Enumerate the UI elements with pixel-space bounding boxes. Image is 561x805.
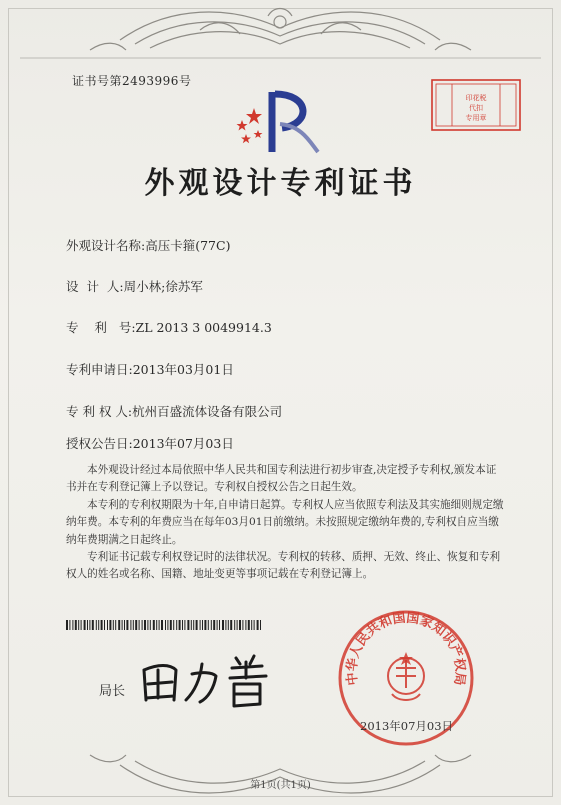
field-value: 杭州百盛流体设备有限公司 — [132, 404, 283, 419]
svg-text:代扣: 代扣 — [469, 104, 483, 112]
field-value: 2013年03月01日 — [132, 362, 234, 377]
barcode-bar — [222, 620, 224, 630]
barcode-bar — [248, 620, 250, 630]
barcode-bar — [142, 620, 143, 630]
barcode-bar — [147, 620, 148, 630]
barcode-bar — [217, 620, 218, 630]
barcode-bar — [182, 620, 183, 630]
barcode-bar — [251, 620, 252, 630]
barcode-bar — [104, 620, 105, 630]
page-indicator: 第1页(共1页) — [250, 780, 311, 791]
tax-stamp-icon — [430, 78, 522, 132]
field-label: 专利申请日: — [66, 362, 133, 377]
barcode-bar — [257, 620, 259, 630]
barcode-bar — [144, 620, 146, 630]
barcode-bar — [87, 620, 88, 630]
seal-date: 2013年07月03日 — [360, 719, 454, 733]
barcode-bar — [179, 620, 181, 630]
body-paragraph: 本专利的专利权期限为十年,自申请日起算。专利权人应当依照专利法及其实施细则规定缴纳年费。本专利的年费应当在每年03月01日前缴纳。未按照规定缴纳年费的,专利权自应当缴纳年费期满之日起终止。 — [66, 498, 504, 546]
certificate-title: 外观设计专利证书 — [144, 166, 417, 201]
svg-text:印花税: 印花税 — [465, 94, 487, 102]
barcode-bar — [101, 620, 103, 630]
barcode-bar — [213, 620, 215, 630]
barcode-bar — [204, 620, 206, 630]
field-value: 周小林;徐苏军 — [123, 279, 203, 294]
patent-office-emblem-icon — [232, 86, 328, 156]
barcode-bar — [69, 620, 70, 630]
field-label: 设 计 人: — [66, 279, 124, 294]
barcode-bar — [234, 620, 235, 630]
barcode-bar — [184, 620, 185, 630]
barcode-bar — [113, 620, 114, 630]
barcode-bar — [208, 620, 209, 630]
barcode-bar — [139, 620, 140, 630]
barcode-bar — [202, 620, 203, 630]
barcode-bar — [66, 620, 68, 630]
barcode-bar — [133, 620, 134, 630]
svg-text:中华人民共和国国家知识产权局: 中华人民共和国国家知识产权局 — [344, 610, 468, 687]
field-label: 授权公告日: — [66, 436, 133, 451]
field-filing-date — [66, 360, 234, 378]
barcode-bar — [176, 620, 177, 630]
field-label: 专 利 号: — [66, 320, 136, 335]
barcode-bar — [161, 620, 163, 630]
field-designers — [66, 277, 203, 295]
signatory-title: 局长 — [99, 684, 126, 699]
barcode-bar — [75, 620, 77, 630]
barcode-bar — [126, 620, 128, 630]
field-value: 2013年07月03日 — [132, 436, 234, 451]
barcode-bar — [84, 620, 86, 630]
body-paragraph: 本外观设计经过本局依照中华人民共和国专利法进行初步审查,决定授予专利权,颁发本证书并在专利登记簿上予以登记。专利权自授权公告之日起生效。 — [66, 464, 497, 494]
barcode-bar — [156, 620, 157, 630]
field-patent-number — [66, 318, 272, 336]
barcode-bar — [96, 620, 97, 630]
barcode-bar — [211, 620, 212, 630]
barcode-bar — [124, 620, 125, 630]
barcode-bar — [130, 620, 131, 630]
bottom-ornament-icon — [0, 735, 561, 805]
barcode-bar — [92, 620, 94, 630]
barcode-bar — [72, 620, 73, 630]
barcode-bar — [98, 620, 99, 630]
barcode-bar — [81, 620, 82, 630]
barcode-bar — [200, 620, 201, 630]
barcode-bar — [122, 620, 123, 630]
barcode-icon — [66, 620, 262, 630]
barcode-bar — [239, 620, 241, 630]
barcode-bar — [89, 620, 90, 630]
barcode-bar — [237, 620, 238, 630]
barcode-bar — [225, 620, 226, 630]
field-grant-date — [66, 434, 234, 452]
barcode-bar — [219, 620, 220, 630]
certificate-body — [66, 462, 506, 584]
barcode-bar — [228, 620, 229, 630]
barcode-bar — [254, 620, 255, 630]
barcode-bar — [167, 620, 168, 630]
svg-text:专用章: 专用章 — [465, 114, 487, 122]
barcode-bar — [260, 620, 261, 630]
barcode-bar — [196, 620, 198, 630]
certificate-number: 证书号第2493996号 — [72, 74, 192, 88]
body-paragraph: 专利证书记载专利权登记时的法律状况。专利权的转移、质押、无效、终止、恢复和专利权人的姓名或名称、国籍、地址变更等事项记载在专利登记簿上。 — [66, 551, 501, 581]
barcode-bar — [150, 620, 151, 630]
barcode-bar — [245, 620, 246, 630]
top-ornament-icon — [0, 0, 561, 70]
barcode-bar — [115, 620, 116, 630]
barcode-bar — [118, 620, 120, 630]
field-label: 外观设计名称: — [66, 238, 146, 253]
field-label: 专 利 权 人: — [66, 404, 133, 419]
barcode-bar — [153, 620, 155, 630]
barcode-bar — [107, 620, 108, 630]
barcode-bar — [165, 620, 166, 630]
barcode-bar — [193, 620, 194, 630]
barcode-bar — [159, 620, 160, 630]
field-design-name — [66, 236, 230, 254]
field-value: 高压卡箍(77C) — [145, 238, 231, 253]
barcode-bar — [109, 620, 111, 630]
barcode-bar — [135, 620, 137, 630]
barcode-bar — [78, 620, 79, 630]
barcode-bar — [242, 620, 243, 630]
field-patentee — [66, 402, 282, 420]
barcode-bar — [170, 620, 172, 630]
barcode-bar — [187, 620, 189, 630]
barcode-bar — [191, 620, 192, 630]
director-signature-icon — [136, 648, 276, 712]
barcode-bar — [230, 620, 232, 630]
field-value: ZL 2013 3 0049914.3 — [135, 320, 272, 335]
barcode-bar — [173, 620, 174, 630]
